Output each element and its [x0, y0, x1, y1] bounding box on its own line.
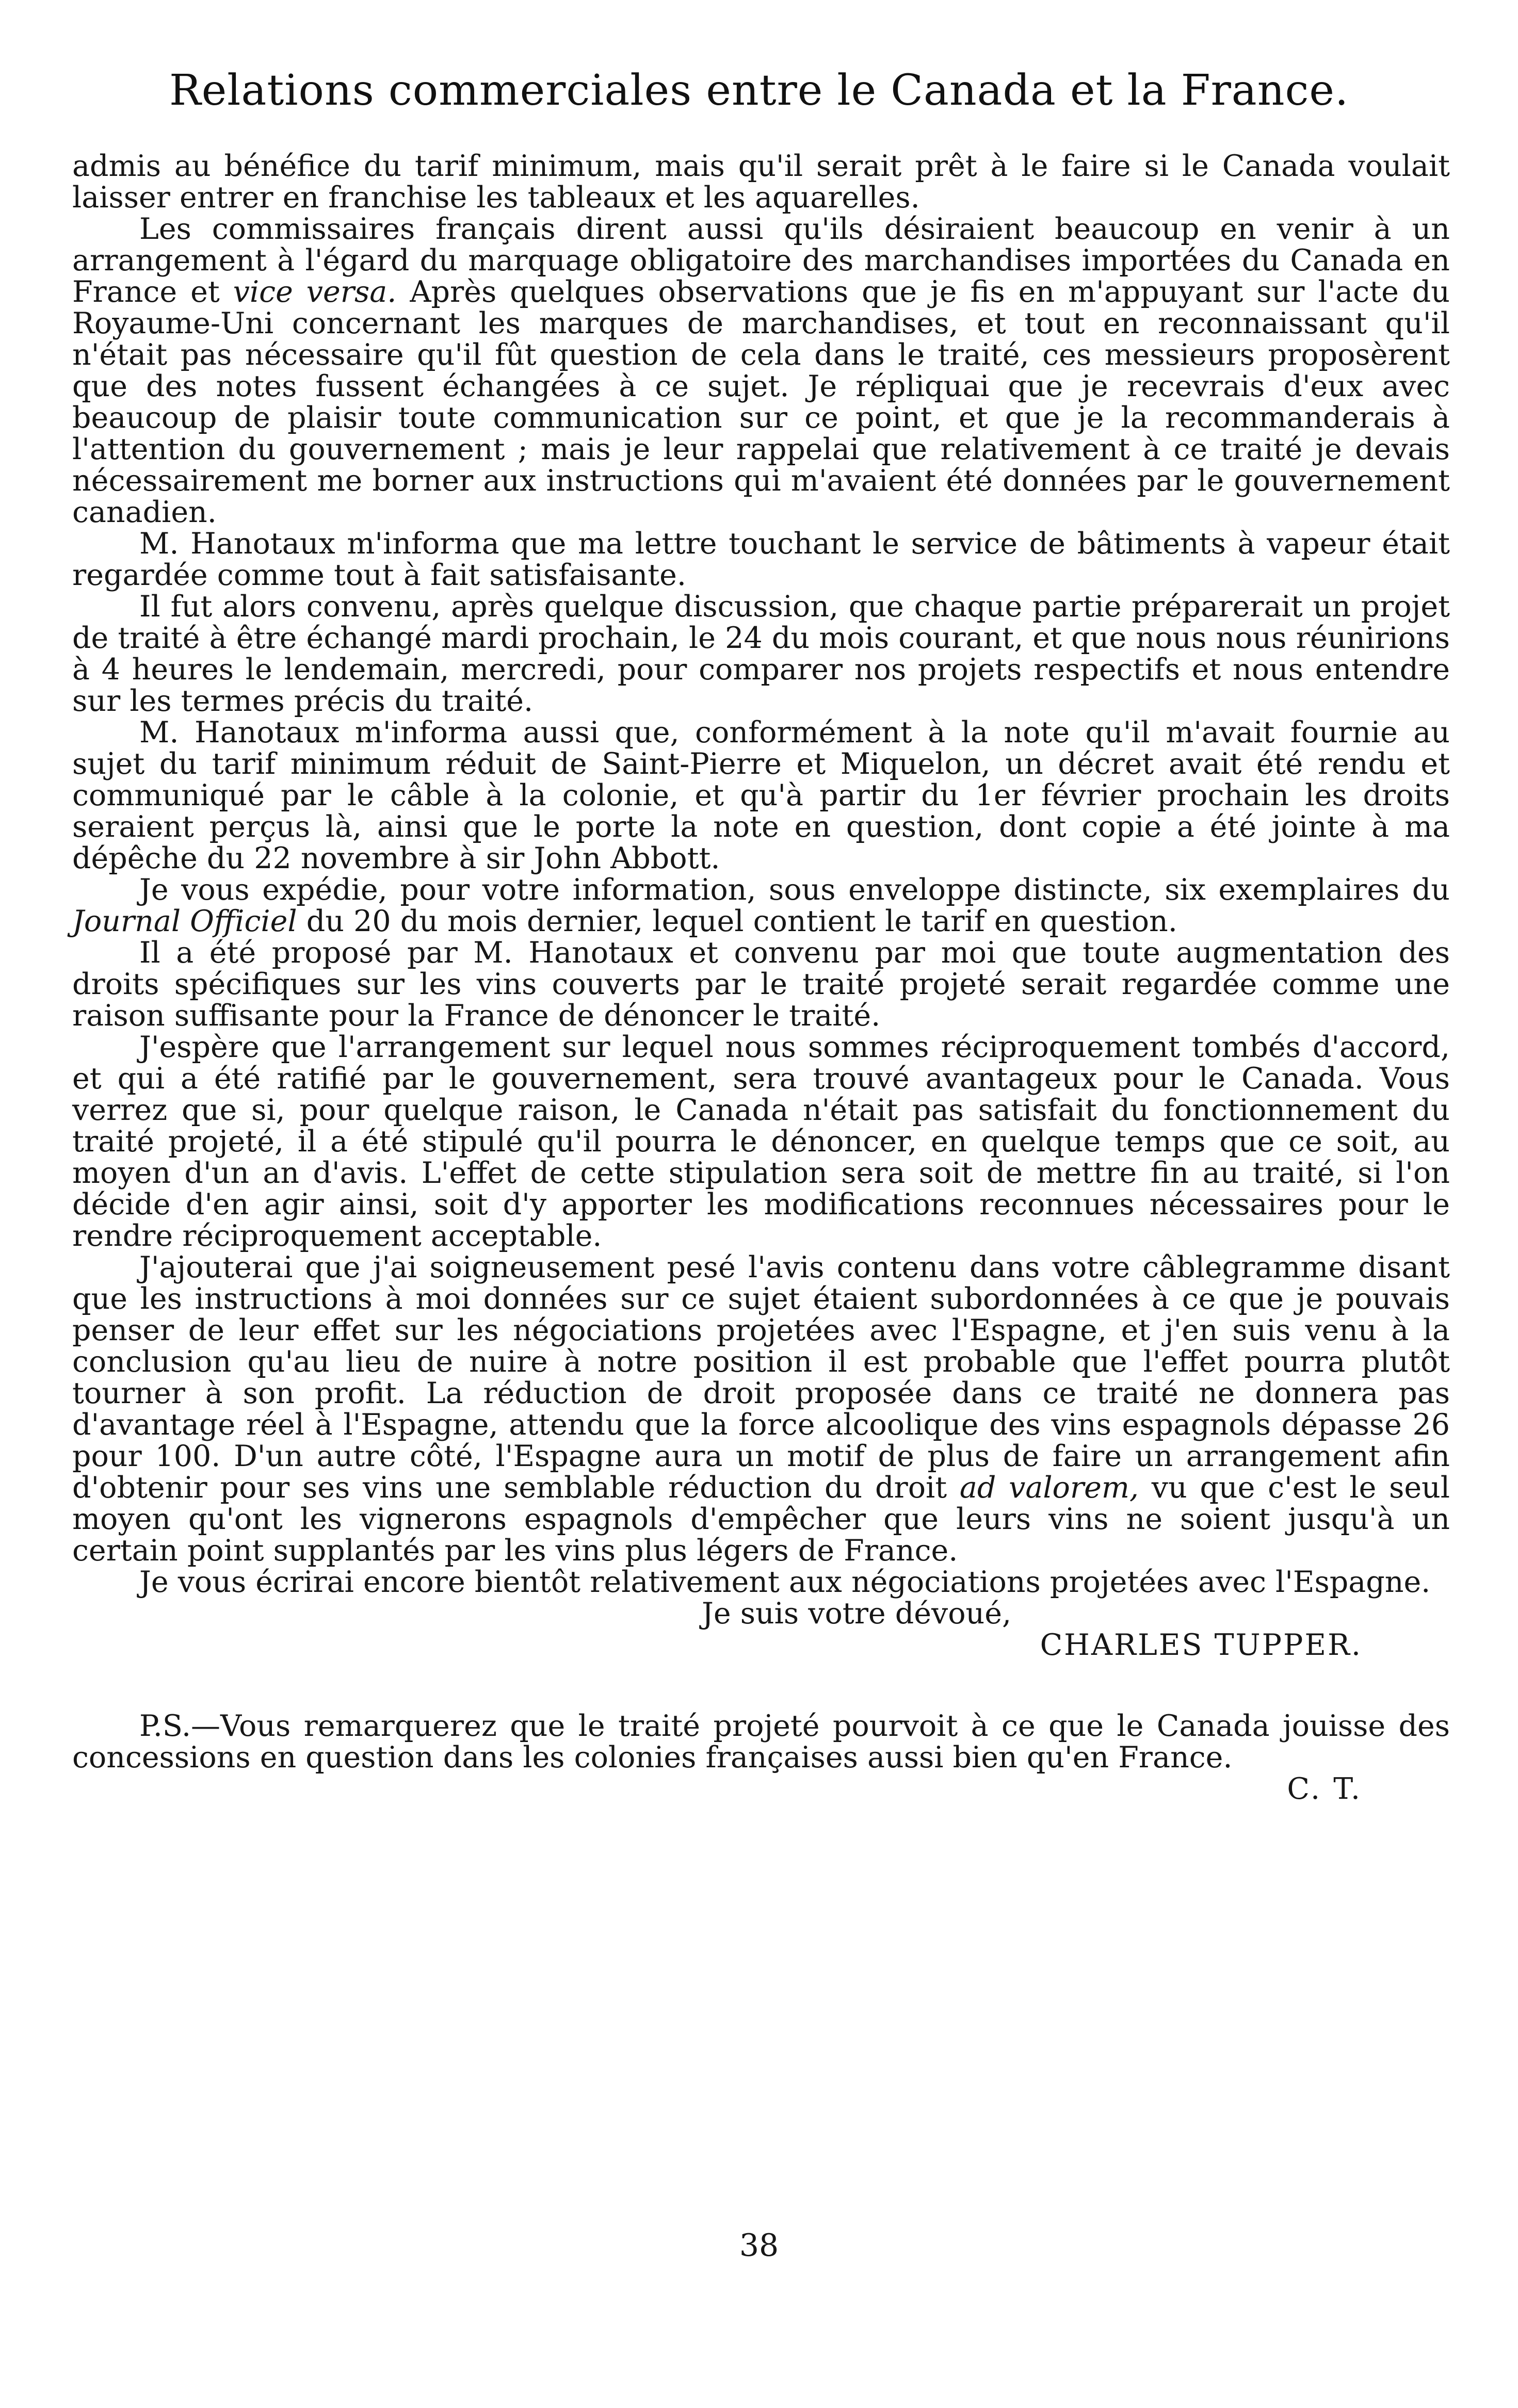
paragraph-continuation: admis au bénéfice du tarif minimum, mais qu'il serait prêt à le faire si le Canada voulait laisser entrer en franchise les tableaux et les aquarelles.	[72, 149, 1450, 215]
signature: CHARLES TUPPER.	[1040, 1628, 1362, 1662]
paragraph-text: Je vous expédie, pour votre information, sous enveloppe distincte, six exemplaires du	[139, 873, 1450, 907]
closing-salutation: Je suis votre dévoué,	[702, 1597, 1012, 1631]
paragraph-steamship-service: M. Hanotaux m'informa que ma lettre touchant le service de bâtiments à vapeur était regardée comme tout à fait satisfaisante.	[72, 527, 1450, 592]
paragraph-saint-pierre: M. Hanotaux m'informa aussi que, conformément à la note qu'il m'avait fournie au sujet du tarif minimum réduit de Saint-Pierre et Miquelon, un décret avait été rendu et communiqué par le câble à la colonie, et qu'à partir du 1er février prochain les droits seraient perçus là, ainsi que le porte la note en question, dont copie a été jointe à ma dépêche du 22 novembre à sir John Abbott.	[72, 715, 1450, 875]
paragraph-spain-negotiations	[72, 1252, 1450, 1567]
postscript: P.S.—Vous remarquerez que le traité projeté pourvoit à ce que le Canada jouisse des concessions en question dans les colonies françaises aussi bien qu'en France.	[72, 1709, 1450, 1775]
running-head-title: Relations commerciales entre le Canada et la France.	[169, 66, 1349, 115]
letter-body	[72, 151, 1450, 1805]
paragraph-draft-treaty: Il fut alors convenu, après quelque discussion, que chaque partie préparerait un projet de traité à être échangé mardi prochain, le 24 du mois courant, et que nous nous réunirions à 4 heures le lendemain, mercredi, pour comparer nos projets respectifs et nous entendre sur les termes précis du traité.	[72, 590, 1450, 718]
paragraph-wine-duties: Il a été proposé par M. Hanotaux et convenu par moi que toute augmentation des droits spécifiques sur les vins couverts par le traité projeté serait regardée comme une raison suffisante pour la France de dénoncer le traité.	[72, 936, 1450, 1033]
paragraph-text: du 20 du mois dernier, lequel contient le tarif en question.	[297, 904, 1177, 938]
italic-phrase: vice versa.	[233, 275, 397, 309]
paragraph-closing-remark: Je vous écrirai encore bientôt relativement aux négociations projetées avec l'Espagne.	[139, 1565, 1431, 1599]
paragraph-journal-officiel	[72, 874, 1450, 937]
page-number: 38	[739, 2227, 779, 2264]
paragraph-text: Les commissaires français dirent aussi qu'ils désiraient beaucoup en venir à un arrangement à l'égard du marquage obligatoire des marchandises importées du Canada en France et	[72, 212, 1450, 309]
paragraph-text: vu que c'est le seul moyen qu'ont les vignerons espagnols d'empêcher que leurs vins ne soient jusqu'à un certain point supplantés par les vins plus légers de France.	[72, 1471, 1450, 1568]
paragraph-text: Après quelques observations que je fis en m'appuyant sur l'acte du Royaume-Uni concernant les marques de marchandises, et tout en reconnaissant qu'il n'était pas nécessaire qu'il fût question de cela dans le traité, ces messieurs proposèrent que des notes fussent échangées à ce sujet. Je répliquai que je recevrais d'eux avec beaucoup de plaisir toute communication sur ce point, et que je la recommanderais à l'attention du gouvernement ; mais je leur rappelai que relativement à ce traité je devais nécessairement me borner aux instructions qui m'avaient été données par le gouvernement canadien.	[72, 275, 1450, 529]
paragraph-marking-goods	[72, 214, 1450, 528]
paragraph-arrangement: J'espère que l'arrangement sur lequel nous sommes réciproquement tombés d'accord, et qui a été ratifié par le gouvernement, sera trouvé avantageux pour le Canada. Vous verrez que si, pour quelque raison, le Canada n'était pas satisfait du fonctionnement du traité projeté, il a été stipulé qu'il pourra le dénoncer, en quelque temps que ce soit, au moyen d'un an d'avis. L'effet de cette stipulation sera soit de mettre fin au traité, si l'on décide d'en agir ainsi, soit d'y apporter les modifications reconnues nécessaires pour le rendre réciproquement acceptable.	[72, 1030, 1450, 1253]
italic-phrase: Journal Officiel	[72, 904, 297, 938]
postscript-initials: C. T.	[1287, 1772, 1362, 1806]
paragraph-text: J'ajouterai que j'ai soigneusement pesé l'avis contenu dans votre câblegramme disant que les instructions à moi données sur ce sujet étaient subordonnées à ce que je pouvais penser de leur effet sur les négociations projetées avec l'Espagne, et j'en suis venu à la conclusion qu'au lieu de nuire à notre position il est probable que l'effet pourra plutôt tourner à son profit. La réduction de droit proposée dans ce traité ne donnera pas d'avantage réel à l'Espagne, attendu que la force alcoolique des vins espagnols dépasse 26 pour 100. D'un autre côté, l'Espagne aura un motif de plus de faire un arrangement afin d'obtenir pour ses vins une semblable réduction du droit	[72, 1250, 1450, 1505]
italic-phrase: ad valorem,	[959, 1471, 1139, 1505]
